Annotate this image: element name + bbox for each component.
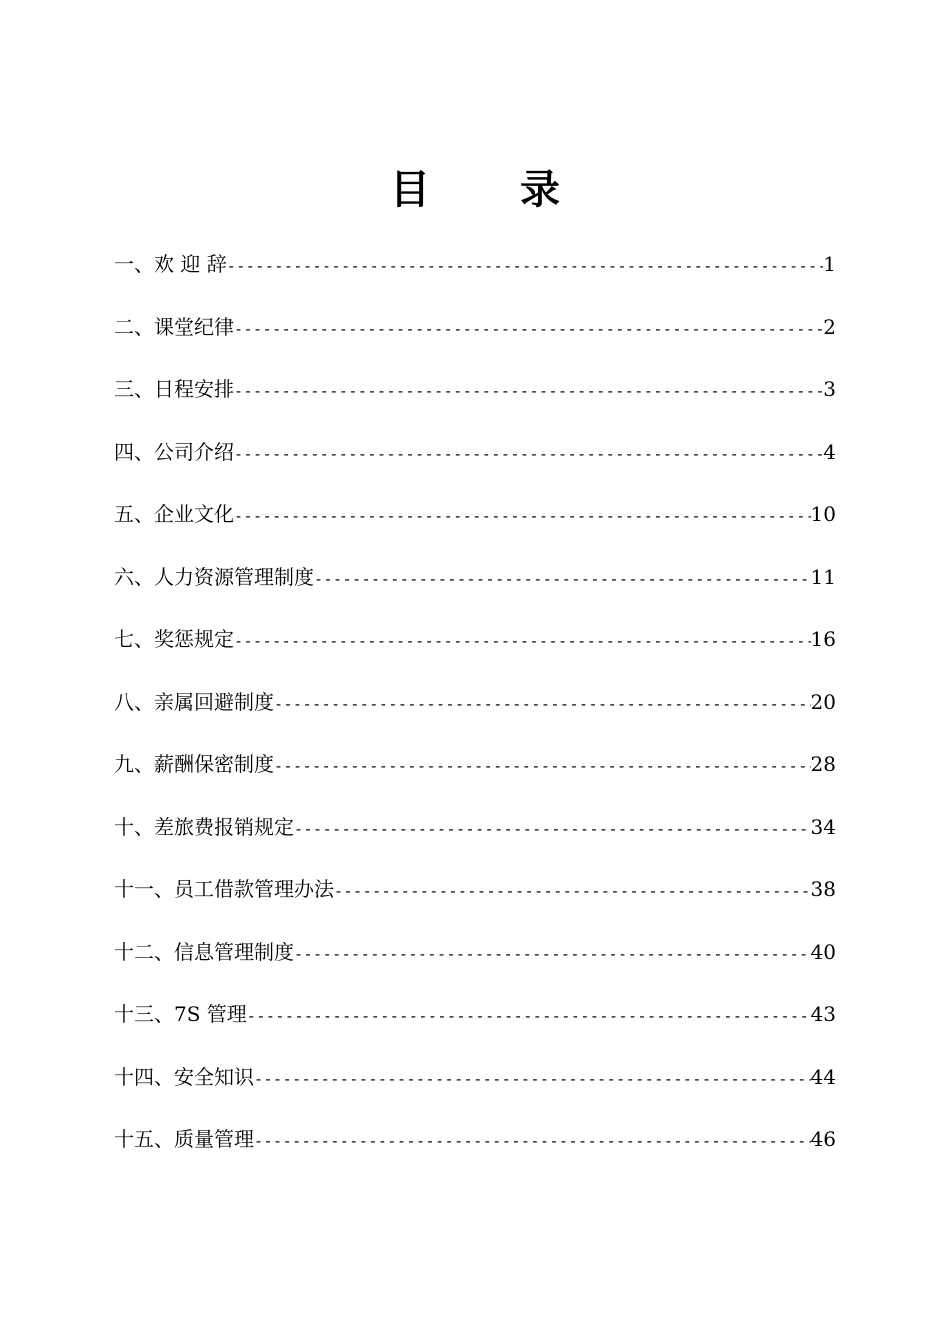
toc-page-number: 40 <box>810 939 836 964</box>
toc-entry-label: 二、课堂纪律 <box>114 314 234 339</box>
toc-page-number: 20 <box>810 689 836 714</box>
toc-entry[interactable] <box>114 869 836 932</box>
toc-dot-leader <box>247 996 811 1036</box>
toc-dot-leader <box>234 371 823 411</box>
toc-page-number: 46 <box>810 1127 836 1151</box>
toc-dot-leader <box>334 871 811 911</box>
toc-dot-leader <box>254 1121 811 1161</box>
toc-dot-leader <box>294 934 811 974</box>
toc-page-number: 38 <box>810 877 836 901</box>
toc-page-number: 1 <box>823 252 836 276</box>
toc-dot-leader <box>274 684 811 724</box>
toc-page-number: 11 <box>810 564 836 589</box>
toc-dot-leader <box>294 809 811 849</box>
toc-entry-label: 七、奖惩规定 <box>114 627 234 651</box>
toc-entry-label: 十三、7S 管理 <box>114 1002 247 1026</box>
table-of-contents <box>114 244 836 1182</box>
toc-entry-label: 十、差旅费报销规定 <box>114 814 294 839</box>
toc-dot-leader <box>254 1059 811 1099</box>
toc-page-number: 34 <box>810 814 836 839</box>
toc-entry[interactable] <box>114 1119 836 1182</box>
toc-dot-leader <box>314 559 811 599</box>
toc-entry-label: 十一、员工借款管理办法 <box>114 877 334 901</box>
toc-entry[interactable] <box>114 744 836 807</box>
toc-page-number: 2 <box>823 314 836 339</box>
toc-page-number: 43 <box>810 1002 836 1026</box>
toc-page-number: 16 <box>810 627 836 651</box>
toc-entry[interactable] <box>114 369 836 432</box>
toc-entry[interactable] <box>114 557 836 620</box>
toc-entry[interactable] <box>114 682 836 745</box>
toc-page-number: 28 <box>810 752 836 776</box>
toc-page-number: 44 <box>810 1064 836 1089</box>
toc-dot-leader <box>234 496 811 536</box>
toc-page-number: 4 <box>823 439 836 464</box>
toc-entry[interactable] <box>114 932 836 995</box>
toc-entry[interactable] <box>114 1057 836 1120</box>
toc-entry-label: 三、日程安排 <box>114 377 234 401</box>
toc-entry[interactable] <box>114 307 836 370</box>
toc-page-number: 10 <box>810 502 836 526</box>
toc-entry-label: 八、亲属回避制度 <box>114 689 274 714</box>
toc-entry-label: 一、欢 迎 辞 <box>114 252 227 276</box>
toc-entry-label: 四、公司介绍 <box>114 439 234 464</box>
toc-dot-leader <box>234 621 811 661</box>
toc-page-number: 3 <box>823 377 836 401</box>
toc-dot-leader <box>234 434 823 474</box>
toc-entry[interactable] <box>114 494 836 557</box>
toc-entry[interactable] <box>114 244 836 307</box>
page-title: 目 录 <box>390 167 598 213</box>
toc-entry[interactable] <box>114 432 836 495</box>
toc-entry-label: 九、薪酬保密制度 <box>114 752 274 776</box>
toc-entry[interactable] <box>114 619 836 682</box>
toc-entry-label: 十五、质量管理 <box>114 1127 254 1151</box>
toc-entry-label: 六、人力资源管理制度 <box>114 564 314 589</box>
toc-entry[interactable] <box>114 994 836 1057</box>
toc-entry-label: 十四、安全知识 <box>114 1064 254 1089</box>
toc-entry-label: 十二、信息管理制度 <box>114 939 294 964</box>
toc-dot-leader <box>234 309 823 349</box>
toc-entry-label: 五、企业文化 <box>114 502 234 526</box>
toc-entry[interactable] <box>114 807 836 870</box>
toc-dot-leader <box>227 246 824 286</box>
toc-dot-leader <box>274 746 811 786</box>
